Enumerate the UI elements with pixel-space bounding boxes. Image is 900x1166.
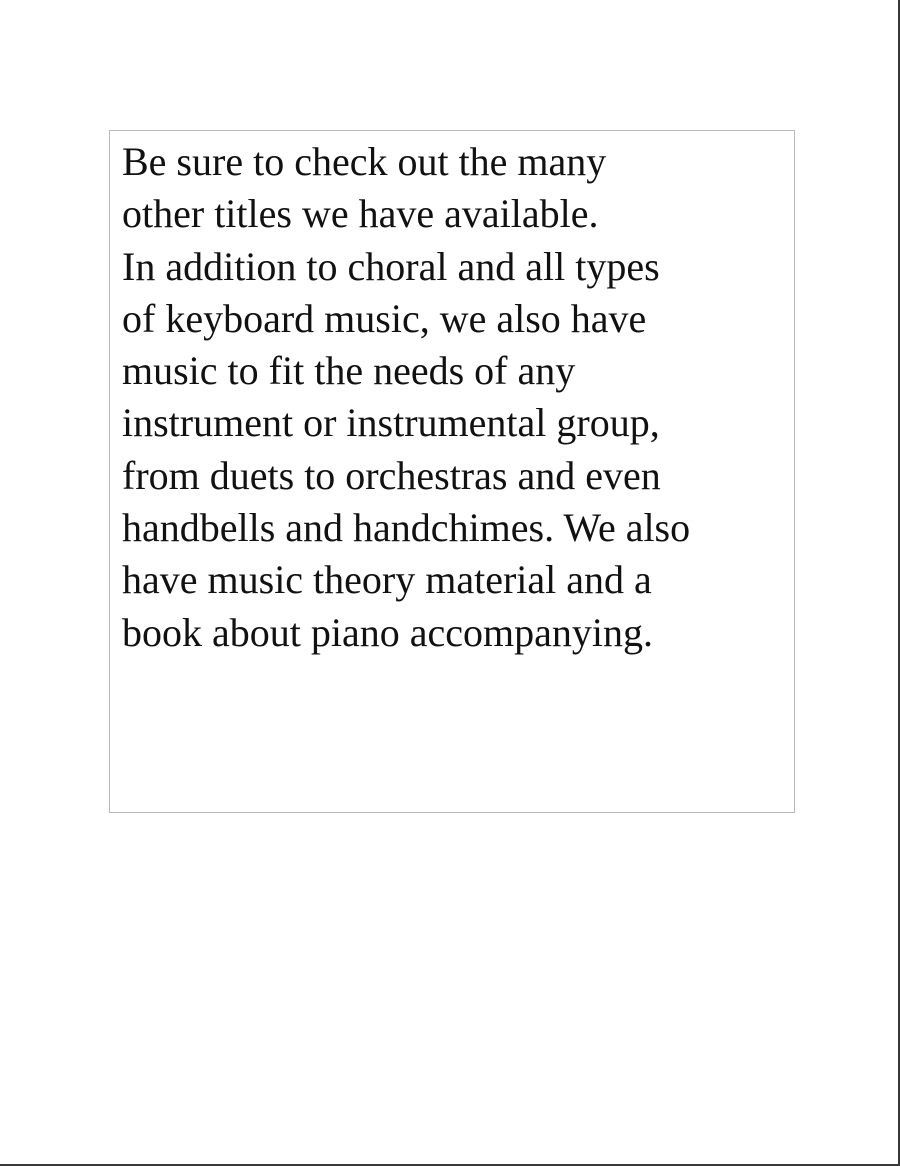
notice-line-8: handbells and handchimes. We also xyxy=(122,505,691,551)
notice-line-9: have music theory material and a xyxy=(122,557,652,603)
notice-text-box xyxy=(109,130,795,813)
notice-line-2: other titles we have available. xyxy=(122,191,599,237)
notice-line-5: music to fit the needs of any xyxy=(122,348,576,394)
notice-line-7: from duets to orchestras and even xyxy=(122,452,661,498)
notice-line-3: In addition to choral and all types xyxy=(122,243,660,289)
notice-line-10: book about piano accompanying. xyxy=(122,609,653,655)
notice-line-1: Be sure to check out the many xyxy=(122,139,607,184)
notice-line-4: of keyboard music, we also have xyxy=(122,295,647,341)
notice-line-6: instrument or instrumental group, xyxy=(122,400,660,446)
